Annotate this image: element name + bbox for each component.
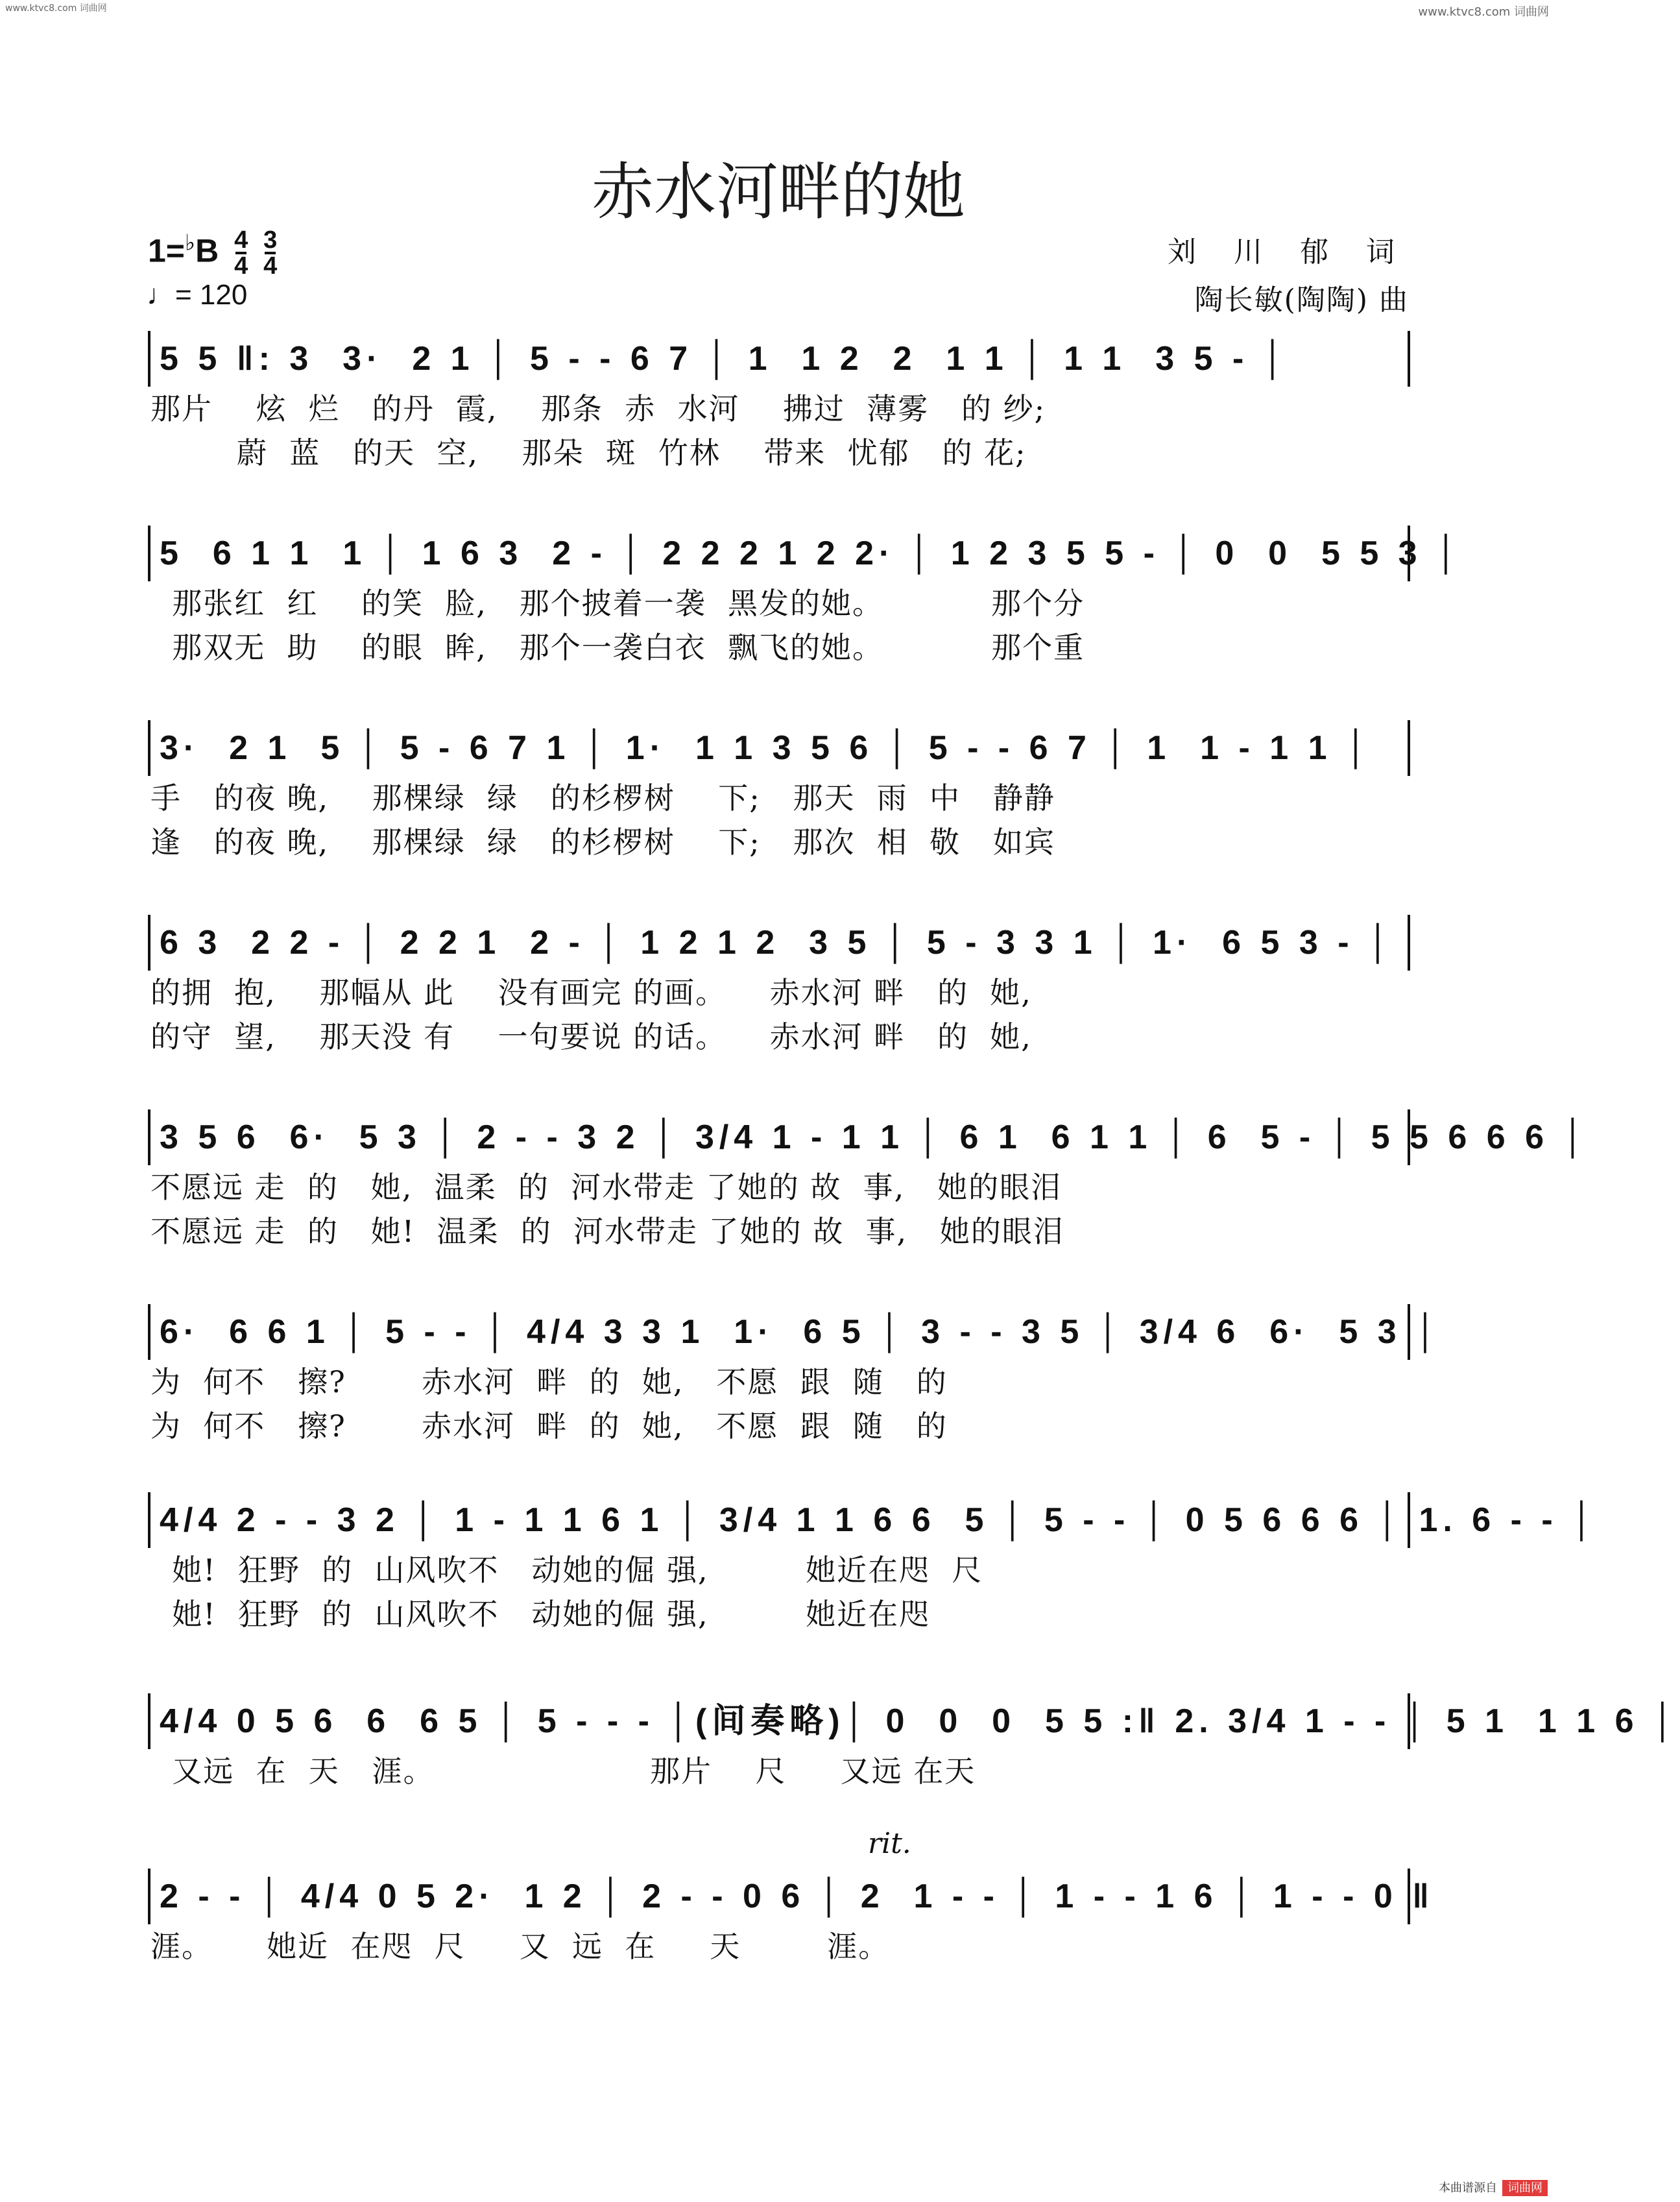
notes-line: 4/4 0 5 6 6 6 5 │ 5 - - - │(间奏略)│ 0 0 0 5 5 :‖ 2. 3/4 1 - - │ 5 1 1 1 6 │ <box>148 1693 1410 1749</box>
notes-line: 4/4 2 - - 3 2 │ 1 - 1 1 6 1 │ 3/4 1 1 6 6 5 │ 5 - - │ 0 5 6 6 6 │ 1. 6 - - │ <box>148 1492 1410 1548</box>
lyric-verse-2: 为 何不 擦? 赤水河 畔 的 她, 不愿 跟 随 的 <box>150 1409 948 1444</box>
lyric-verse-2: 那双无 助 的眼 眸, 那个一袭白衣 飘飞的她。 那个重 <box>150 630 1085 665</box>
score-system-9 <box>148 1869 1435 1968</box>
notes-line: 3· 2 1 5 │ 5 - 6 7 1 │ 1· 1 1 3 5 6 │ 5 - - 6 7 │ 1 1 - 1 1 │ <box>148 720 1410 776</box>
page-title: 赤水河畔的她 <box>592 156 965 228</box>
composer-credit: 陶长敏(陶陶) 曲 <box>1194 284 1409 317</box>
lyric-verse-1: 为 何不 擦? 赤水河 畔 的 她, 不愿 跟 随 的 <box>150 1364 948 1399</box>
footer-label: 本曲谱源自 <box>1439 2181 1497 2195</box>
key-signature <box>148 228 277 278</box>
watermark-right: www.ktvc8.com 词曲网 <box>1418 5 1549 19</box>
footer-brand: 词曲网 <box>1502 2180 1548 2196</box>
credits <box>1168 228 1409 324</box>
score-system-2 <box>148 526 1463 670</box>
score-system-7 <box>148 1492 1599 1636</box>
key-note: B <box>195 232 219 269</box>
score-system-4 <box>148 915 1410 1059</box>
score-system-1 <box>148 331 1410 475</box>
lyric-verse-2: 逢 的夜 晚, 那棵绿 绿 的杉椤树 下; 那次 相 敬 如宾 <box>150 825 1055 860</box>
notes-line: 3 5 6 6· 5 3 │ 2 - - 3 2 │ 3/4 1 - 1 1 │ 6 1 6 1 1 │ 6 5 - │ 5 5 6 6 6 │ <box>148 1109 1410 1165</box>
notes-line: 6 3 2 2 - │ 2 2 1 2 - │ 1 2 1 2 3 5 │ 5 - 3 3 1 │ 1· 6 5 3 - │ <box>148 915 1410 971</box>
lyric-verse-2: 不愿远 走 的 她! 温柔 的 河水带走 了她的 故 事, 她的眼泪 <box>150 1214 1064 1249</box>
score-system-6 <box>148 1304 1443 1448</box>
time-signature-1: $\frac{4}{4}$ <box>234 226 248 280</box>
notes-line: 5 6 1 1 1 │ 1 6 3 2 - │ 2 2 2 1 2 2· │ 1 2 3 5 5 - │ 0 0 5 5 3 │ <box>148 526 1410 581</box>
key-prefix: 1= <box>148 232 186 269</box>
lyric-verse-1: 手 的夜 晚, 那棵绿 绿 的杉椤树 下; 那天 雨 中 静静 <box>150 780 1055 816</box>
footer-badge <box>1439 2179 1548 2196</box>
lyric-verse-1: 又远 在 天 涯。 那片 尺 又远 在天 <box>150 1754 976 1789</box>
notes-line: 6· 6 6 1 │ 5 - - │ 4/4 3 3 1 1· 6 5 │ 3 - - 3 5 │ 3/4 6 6· 5 3 │ <box>148 1304 1410 1360</box>
lyric-verse-1: 不愿远 走 的 她, 温柔 的 河水带走 了她的 故 事, 她的眼泪 <box>150 1170 1062 1205</box>
notes-line: 5 5 ‖: 3 3· 2 1 │ 5 - - 6 7 │ 1 1 2 2 1 1 │ 1 1 3 5 - │ <box>148 331 1410 387</box>
watermark-left: www.ktvc8.com 词曲网 <box>5 3 107 14</box>
notes-line: 2 - - │ 4/4 0 5 2· 1 2 │ 2 - - 0 6 │ 2 1 - - │ 1 - - 1 6 │ 1 - - 0 ‖ <box>148 1869 1410 1924</box>
lyric-verse-2: 的守 望, 那天没 有 一句要说 的话。 赤水河 畔 的 她, <box>150 1019 1032 1054</box>
score-system-8 <box>148 1693 1680 1793</box>
flat-symbol: ♭ <box>185 230 196 256</box>
lyric-verse-1: 那张红 红 的笑 脸, 那个披着一袭 黑发的她。 那个分 <box>150 586 1085 621</box>
score-system-5 <box>148 1109 1590 1253</box>
lyric-verse-1: 的拥 抱, 那幅从 此 没有画完 的画。 赤水河 畔 的 她, <box>150 975 1032 1010</box>
ritardando-marking: rit. <box>868 1827 911 1860</box>
lyric-verse-1: 那片 炫 烂 的丹 霞, 那条 赤 水河 拂过 薄雾 的 纱; <box>150 391 1046 426</box>
lyricist-credit: 刘 川 郁 词 <box>1168 236 1409 269</box>
lyric-verse-2: 蔚 蓝 的天 空, 那朵 斑 竹林 带来 忧郁 的 花; <box>150 435 1027 470</box>
score-system-3 <box>148 720 1410 864</box>
tempo-marking: ♩= 120 <box>147 279 248 311</box>
lyric-verse-1: 涯。 她近 在咫 尺 又 远 在 天 涯。 <box>150 1929 890 1964</box>
lyric-verse-1: 她! 狂野 的 山风吹不 动她的倔 强, 她近在咫 尺 <box>150 1553 983 1588</box>
time-signature-2: $\frac{3}{4}$ <box>263 226 278 280</box>
lyric-verse-2: 她! 狂野 的 山风吹不 动她的倔 强, 她近在咫 <box>150 1597 931 1632</box>
